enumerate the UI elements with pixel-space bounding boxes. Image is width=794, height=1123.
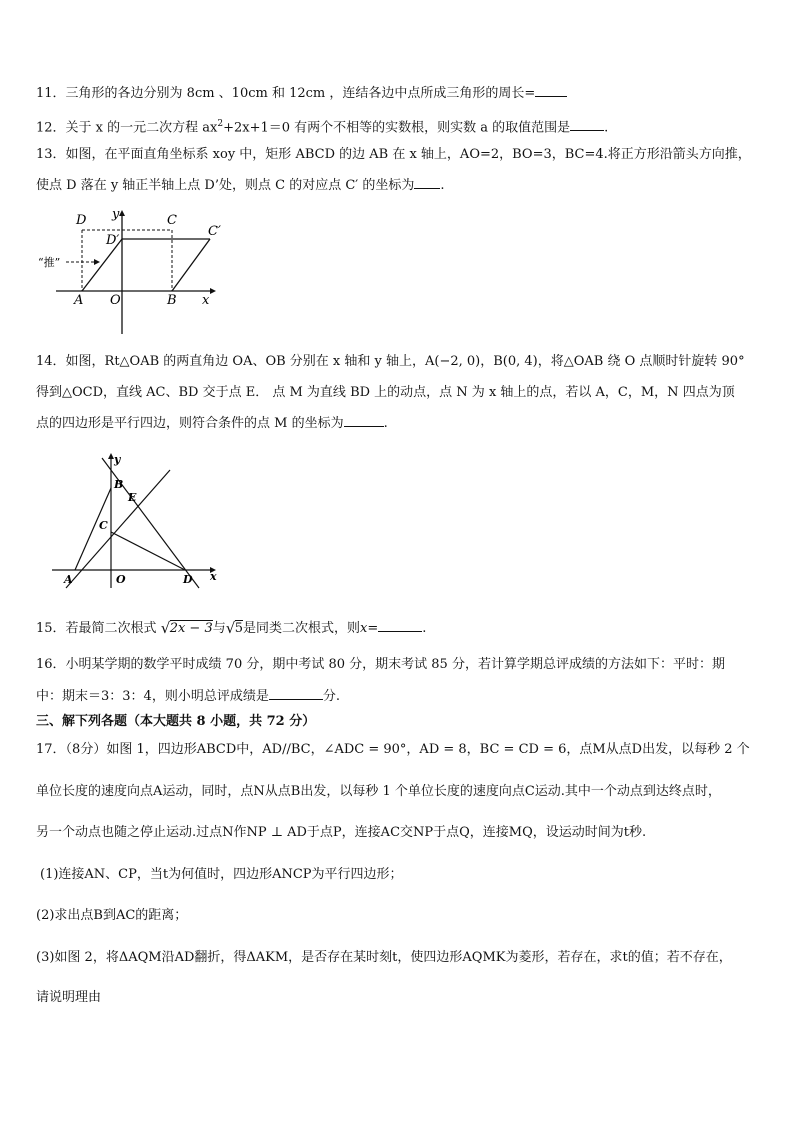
- question-11: [36, 84, 567, 103]
- label-d: D: [183, 573, 193, 586]
- question-14-end: .: [383, 416, 388, 431]
- label-c-prime: C′: [208, 224, 221, 239]
- answer-blank[interactable]: [570, 118, 604, 131]
- label-b: B: [114, 478, 124, 491]
- radical-1: √ 2x − 3: [160, 619, 213, 637]
- label-y: y: [112, 207, 120, 222]
- question-16-text: 中：期末＝3：3：4，则小明总评成绩是: [36, 689, 269, 704]
- figure-14: [44, 452, 224, 592]
- label-a: A: [74, 293, 84, 308]
- question-12-end: .: [604, 120, 609, 136]
- answer-blank[interactable]: [378, 619, 422, 632]
- question-16-line-2: [36, 687, 340, 706]
- question-13-end: .: [440, 178, 445, 193]
- question-13-line-1: 13．如图，在平面直角坐标系 xoy 中，矩形 ABCD 的边 AB 在 x 轴上，AO=2，BO=3，BC=4.将正方形沿箭头方向推，: [36, 147, 751, 162]
- question-14-line-1: 14．如图，Rt△OAB 的两直角边 OA、OB 分别在 x 轴和 y 轴上，A(−2, 0)，B(0, 4)，将△OAB 绕 O 点顺时针旋转 90°: [36, 354, 745, 369]
- label-c: C: [99, 519, 108, 532]
- question-16-line-1: 16．小明某学期的数学平时成绩 70 分，期中考试 80 分，期末考试 85 分，若计算学期总评成绩的方法如下：平时：期: [36, 657, 725, 672]
- section-title: 三、解下列各题（本大题共 8 小题，共 72 分）: [36, 714, 316, 729]
- question-15-text-a: 15．若最简二次根式: [36, 621, 157, 636]
- question-13-text: 使点 D 落在 y 轴正半轴上点 D’处，则点 C 的对应点 C′ 的坐标为: [36, 178, 415, 193]
- question-17-line-3: 另一个动点也随之停止运动.过点N作NP ⊥ AD于点P，连接AC交NP于点Q，连接MQ，设运动时间为t秒.: [36, 825, 647, 840]
- question-17-part-1: (1)连接AN、CP，当t为何值时，四边形ANCP为平行四边形；: [40, 867, 403, 882]
- push-arrow-head: [94, 259, 100, 265]
- push-label: “推”: [38, 256, 61, 269]
- question-16-end: 分.: [322, 689, 340, 704]
- question-11-text: 11．三角形的各边分别为 8cm 、10cm 和 12cm ，连结各边中点所成三角形的周长=: [36, 86, 536, 101]
- question-17-line-2: 单位长度的速度向点A运动，同时，点N从点B出发，以每秒 1 个单位长度的速度向点C运动.其中一个动点到达终点时，: [36, 784, 721, 799]
- radical-2-radicand: 5: [234, 621, 244, 636]
- label-b: B: [167, 293, 177, 308]
- label-o: O: [110, 293, 121, 308]
- radical-2: √ 5: [225, 619, 244, 637]
- question-17-part-2: (2)求出点B到AC的距离；: [36, 908, 188, 923]
- label-x: x: [202, 293, 210, 308]
- segment-cd: [111, 532, 185, 570]
- question-14-line-3: [36, 414, 388, 433]
- label-x: x: [210, 570, 217, 583]
- label-e: E: [128, 491, 137, 504]
- label-y: y: [114, 453, 121, 466]
- answer-blank[interactable]: [535, 84, 567, 97]
- question-15-eq: =: [367, 621, 379, 636]
- question-12: [36, 115, 608, 137]
- question-12-text-b: +2x+1＝0 有两个不相等的实数根，则实数 a 的取值范围是: [223, 120, 571, 136]
- label-d: D: [76, 213, 87, 228]
- question-14-line-2: 得到△OCD，直线 AC、BD 交于点 E． 点 M 为直线 BD 上的动点，点 N 为 x 轴上的点，若以 A，C，M，N 四点为顶: [36, 385, 735, 400]
- answer-blank[interactable]: [344, 414, 384, 427]
- question-17-part-3: (3)如图 2，将ΔAQM沿AD翻折，得ΔAKM，是否存在某时刻t，使四边形AQMK为菱形，若存在，求t的值；若不存在，: [36, 950, 732, 965]
- question-15-end: .: [422, 621, 427, 636]
- side-cb-prime: [172, 239, 210, 291]
- answer-blank[interactable]: [269, 687, 323, 700]
- x-axis-arrow: [210, 288, 216, 294]
- label-o: O: [116, 573, 126, 586]
- question-15-mid: 与: [212, 621, 226, 636]
- label-d-prime: D′: [106, 233, 120, 248]
- question-17-line-1: 17．（8分）如图 1，四边形ABCD中，AD//BC，∠ADC = 90°，AD = 8，BC = CD = 6，点M从点D出发，以每秒 2 个: [36, 742, 750, 757]
- label-c: C: [167, 213, 177, 228]
- label-a: A: [64, 573, 73, 586]
- y-axis-arrow: [119, 210, 125, 216]
- question-15-var: x: [360, 621, 368, 636]
- question-15-text-b: 是同类二次根式，则: [243, 621, 361, 636]
- question-13-line-2: [36, 176, 445, 195]
- figure-13: [30, 204, 230, 336]
- question-17-part-4: 请说明理由: [36, 990, 102, 1005]
- question-15: [36, 619, 426, 638]
- question-12-sup: 2: [217, 119, 224, 129]
- radical-1-radicand: 2x − 3: [169, 621, 213, 636]
- question-12-text-a: 12．关于 x 的一元二次方程 ax: [36, 120, 218, 136]
- answer-blank[interactable]: [414, 176, 440, 189]
- question-14-text: 点的四边形是平行四边，则符合条件的点 M 的坐标为: [36, 416, 344, 431]
